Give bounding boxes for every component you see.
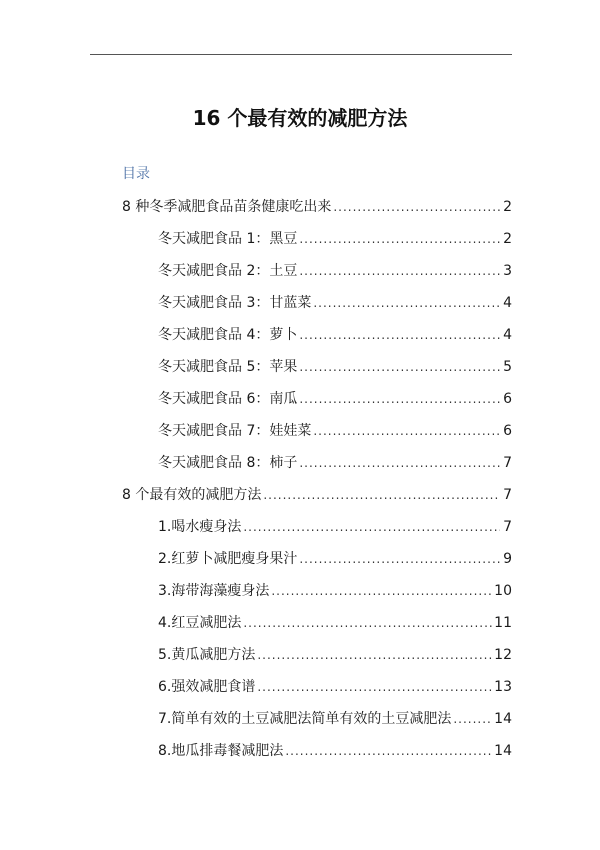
toc-page-number: 2 xyxy=(503,199,512,215)
toc-page-number: 10 xyxy=(494,583,512,599)
toc-entry-text: 2.红萝卜减肥瘦身果汁 xyxy=(158,551,298,567)
toc-entry-text: 5.黄瓜减肥方法 xyxy=(158,647,256,663)
toc-dot-leader xyxy=(453,708,492,730)
toc-page-number: 7 xyxy=(503,519,512,535)
toc-entry[interactable] xyxy=(158,452,512,474)
toc-dot-leader xyxy=(257,676,492,698)
toc-entry[interactable] xyxy=(158,740,512,762)
toc-page-number: 9 xyxy=(503,551,512,567)
toc-entry-text: 冬天减肥食品 5：苹果 xyxy=(158,359,298,375)
page-title: 16 个最有效的减肥方法 xyxy=(192,106,408,130)
toc-entry-text: 8 个最有效的减肥方法 xyxy=(122,487,262,503)
toc-entry[interactable] xyxy=(158,356,512,378)
toc-dot-leader xyxy=(299,452,500,474)
toc-page-number: 12 xyxy=(494,647,512,663)
toc-dot-leader xyxy=(299,260,500,282)
toc-dot-leader xyxy=(299,548,500,570)
toc-dot-leader xyxy=(271,580,492,602)
toc-entry[interactable] xyxy=(158,292,512,314)
toc-dot-leader xyxy=(285,740,492,762)
toc-dot-leader xyxy=(299,388,500,410)
toc-entry[interactable] xyxy=(122,484,512,506)
toc-entry[interactable] xyxy=(158,228,512,250)
toc-page-number: 14 xyxy=(494,743,512,759)
toc-dot-leader xyxy=(313,420,500,442)
toc-page-number: 7 xyxy=(503,487,512,503)
toc-page-number: 13 xyxy=(494,679,512,695)
toc-entry[interactable] xyxy=(122,196,512,218)
toc-entry[interactable] xyxy=(158,548,512,570)
toc-heading: 目录 xyxy=(122,166,150,182)
toc-entry-text: 1.喝水瘦身法 xyxy=(158,519,242,535)
toc-dot-leader xyxy=(257,644,492,666)
toc-entry-text: 冬天减肥食品 3：甘蓝菜 xyxy=(158,295,312,311)
toc-page-number: 5 xyxy=(503,359,512,375)
toc-entry[interactable] xyxy=(158,612,512,634)
toc-page-number: 4 xyxy=(503,295,512,311)
toc-dot-leader xyxy=(299,228,500,250)
toc-entry[interactable] xyxy=(158,420,512,442)
toc-entry[interactable] xyxy=(158,676,512,698)
toc-entry-text: 8 种冬季减肥食品苗条健康吃出来 xyxy=(122,199,332,215)
toc-entry-text: 冬天减肥食品 1：黑豆 xyxy=(158,231,298,247)
toc-entry-text: 3.海带海藻瘦身法 xyxy=(158,583,270,599)
toc-entry-text: 6.强效减肥食谱 xyxy=(158,679,256,695)
toc-dot-leader xyxy=(299,324,500,346)
toc-entry-text: 冬天减肥食品 7：娃娃菜 xyxy=(158,423,312,439)
toc-page-number: 7 xyxy=(503,455,512,471)
toc-entry[interactable] xyxy=(158,516,512,538)
toc-entry-text: 冬天减肥食品 6：南瓜 xyxy=(158,391,298,407)
toc-entry-text: 8.地瓜排毒餐减肥法 xyxy=(158,743,284,759)
toc-page-number: 4 xyxy=(503,327,512,343)
toc-entry-text: 冬天减肥食品 8：柿子 xyxy=(158,455,298,471)
toc-entry[interactable] xyxy=(158,324,512,346)
toc-entry[interactable] xyxy=(158,260,512,282)
toc-dot-leader xyxy=(263,484,500,506)
toc-dot-leader xyxy=(243,612,492,634)
toc-dot-leader xyxy=(299,356,500,378)
toc-page-number: 2 xyxy=(503,231,512,247)
toc-dot-leader xyxy=(243,516,500,538)
toc-entry[interactable] xyxy=(158,644,512,666)
header-rule xyxy=(90,54,512,55)
toc-entry-text: 冬天减肥食品 2：土豆 xyxy=(158,263,298,279)
toc-entry-text: 4.红豆减肥法 xyxy=(158,615,242,631)
toc-page-number: 6 xyxy=(503,423,512,439)
toc-entry-text: 冬天减肥食品 4：萝卜 xyxy=(158,327,298,343)
toc-page-number: 14 xyxy=(494,711,512,727)
toc-page-number: 3 xyxy=(503,263,512,279)
toc-entry[interactable] xyxy=(158,580,512,602)
toc-entry-text: 7.简单有效的土豆减肥法简单有效的土豆减肥法 xyxy=(158,711,452,727)
toc-dot-leader xyxy=(333,196,500,218)
toc-entry[interactable] xyxy=(158,708,512,730)
toc-entry[interactable] xyxy=(158,388,512,410)
toc-page-number: 11 xyxy=(494,615,512,631)
toc-dot-leader xyxy=(313,292,500,314)
toc-page-number: 6 xyxy=(503,391,512,407)
